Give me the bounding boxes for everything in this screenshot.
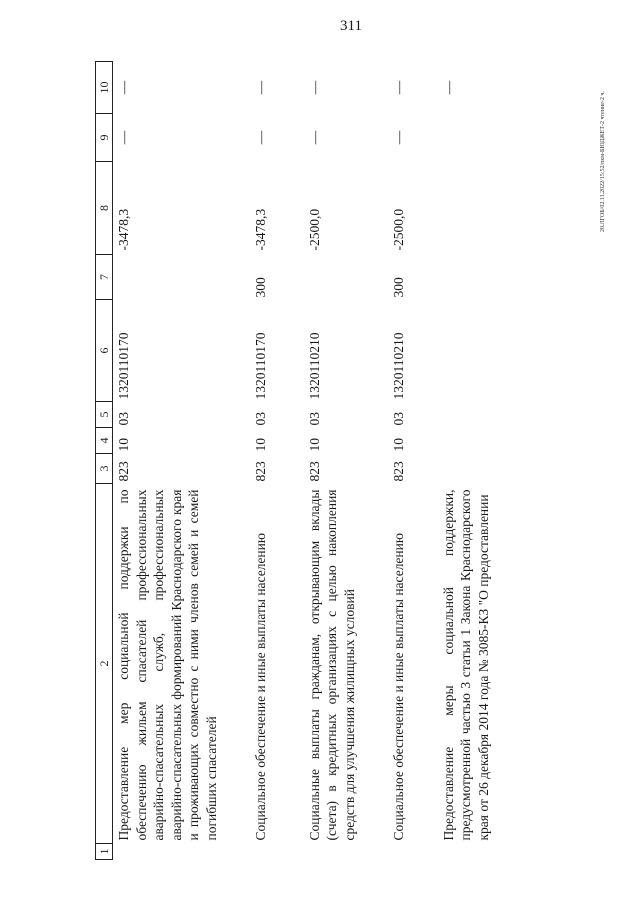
header-cell-4: 4 bbox=[96, 428, 113, 454]
row-amount: -3478,3 bbox=[116, 208, 131, 251]
row-col9 bbox=[438, 114, 493, 162]
row-code-7 bbox=[304, 255, 359, 300]
row-code-4: 10 bbox=[253, 438, 268, 452]
row-code-5: 03 bbox=[306, 412, 322, 426]
row-code-5 bbox=[438, 402, 493, 428]
row-code-4: 10 bbox=[391, 438, 406, 452]
row-code-3: 823 bbox=[116, 461, 131, 482]
row-code-4: 10 bbox=[116, 438, 131, 452]
footer-note-text: 20.ЛГОБ/02.11.2022/15:52/пкм-БЮДЖЕТ-2 чтение-2 ч. bbox=[600, 91, 606, 232]
row-spacer bbox=[408, 62, 438, 860]
row-code-6: 1320110170 bbox=[116, 332, 131, 400]
row-code-4 bbox=[438, 428, 493, 454]
row-amount: -2500,0 bbox=[391, 208, 406, 251]
row-code-4: 10 bbox=[306, 438, 322, 452]
row-col10: — bbox=[306, 80, 322, 95]
row-code-7 bbox=[438, 255, 493, 300]
row-code-3: 823 bbox=[253, 461, 268, 482]
row-code-6 bbox=[438, 300, 493, 402]
row-col10: — bbox=[253, 80, 268, 95]
row-code-7: 300 bbox=[391, 277, 406, 298]
row-code-3: 823 bbox=[306, 461, 322, 482]
row-spacer bbox=[358, 62, 388, 860]
row-code-5: 03 bbox=[116, 412, 131, 426]
table-row bbox=[438, 62, 493, 860]
table-row bbox=[304, 62, 359, 860]
row-code-5: 03 bbox=[253, 412, 268, 426]
row-col1 bbox=[113, 844, 221, 860]
page-number: 311 bbox=[340, 18, 362, 34]
header-cell-3: 3 bbox=[96, 454, 113, 484]
header-cell-9: 9 bbox=[96, 114, 113, 162]
row-description: Социальные выплаты гражданам, открывающим вклады (счета) в кредитных организациях с целью накопления средств для улучшения жилищных условий bbox=[306, 489, 357, 841]
row-description: Социальное обеспечение и иные выплаты населению bbox=[391, 533, 406, 841]
row-col1 bbox=[250, 844, 270, 860]
budget-table bbox=[95, 61, 492, 860]
header-cell-5: 5 bbox=[96, 402, 113, 428]
row-code-5: 03 bbox=[391, 412, 406, 426]
row-code-6: 1320110210 bbox=[391, 332, 406, 400]
header-cell-10: 10 bbox=[96, 62, 113, 114]
header-cell-2: 2 bbox=[96, 484, 113, 844]
row-col10: — bbox=[116, 80, 131, 95]
row-amount: -2500,0 bbox=[306, 208, 322, 251]
row-code-3: 823 bbox=[391, 461, 406, 482]
row-col1 bbox=[304, 844, 359, 860]
row-col1 bbox=[438, 844, 493, 860]
row-code-6: 1320110210 bbox=[306, 332, 322, 400]
row-col9: — bbox=[306, 130, 322, 145]
row-col9: — bbox=[116, 130, 131, 145]
header-cell-6: 6 bbox=[96, 300, 113, 402]
row-amount bbox=[438, 162, 493, 255]
row-description: Предоставление мер социальной поддержки по обеспечению жильем спасателей профессиональных аварийно-спасательных служб, профессиональных аварийно-спасательных формирований Краснодарского края и проживающих совместно с ними членов семей и семей погибших спасателей bbox=[116, 489, 219, 841]
table-header-row bbox=[96, 62, 113, 860]
row-col10: — bbox=[391, 80, 406, 95]
row-code-6: 1320110170 bbox=[253, 332, 268, 400]
table-row bbox=[250, 62, 270, 860]
header-cell-8: 8 bbox=[96, 162, 113, 255]
row-spacer bbox=[220, 62, 250, 860]
row-col1 bbox=[388, 844, 408, 860]
row-spacer bbox=[270, 62, 304, 860]
row-description: Предоставление меры социальной поддержки, предусмотренной частью 3 статьи 1 Закона Краснодарского края от 26 декабря 2014 года № 3085-КЗ "О предоставлении bbox=[440, 489, 491, 841]
header-cell-1: 1 bbox=[96, 844, 113, 860]
row-code-3 bbox=[438, 454, 493, 484]
row-description: Социальное обеспечение и иные выплаты населению bbox=[253, 533, 268, 841]
row-code-7: 300 bbox=[253, 277, 268, 298]
row-code-7 bbox=[113, 255, 221, 300]
row-col9: — bbox=[391, 130, 406, 145]
row-amount: -3478,3 bbox=[253, 208, 268, 251]
row-col10: — bbox=[440, 80, 456, 95]
row-col9: — bbox=[253, 130, 268, 145]
header-cell-7: 7 bbox=[96, 255, 113, 300]
table-row bbox=[388, 62, 408, 860]
table-row bbox=[113, 62, 221, 860]
